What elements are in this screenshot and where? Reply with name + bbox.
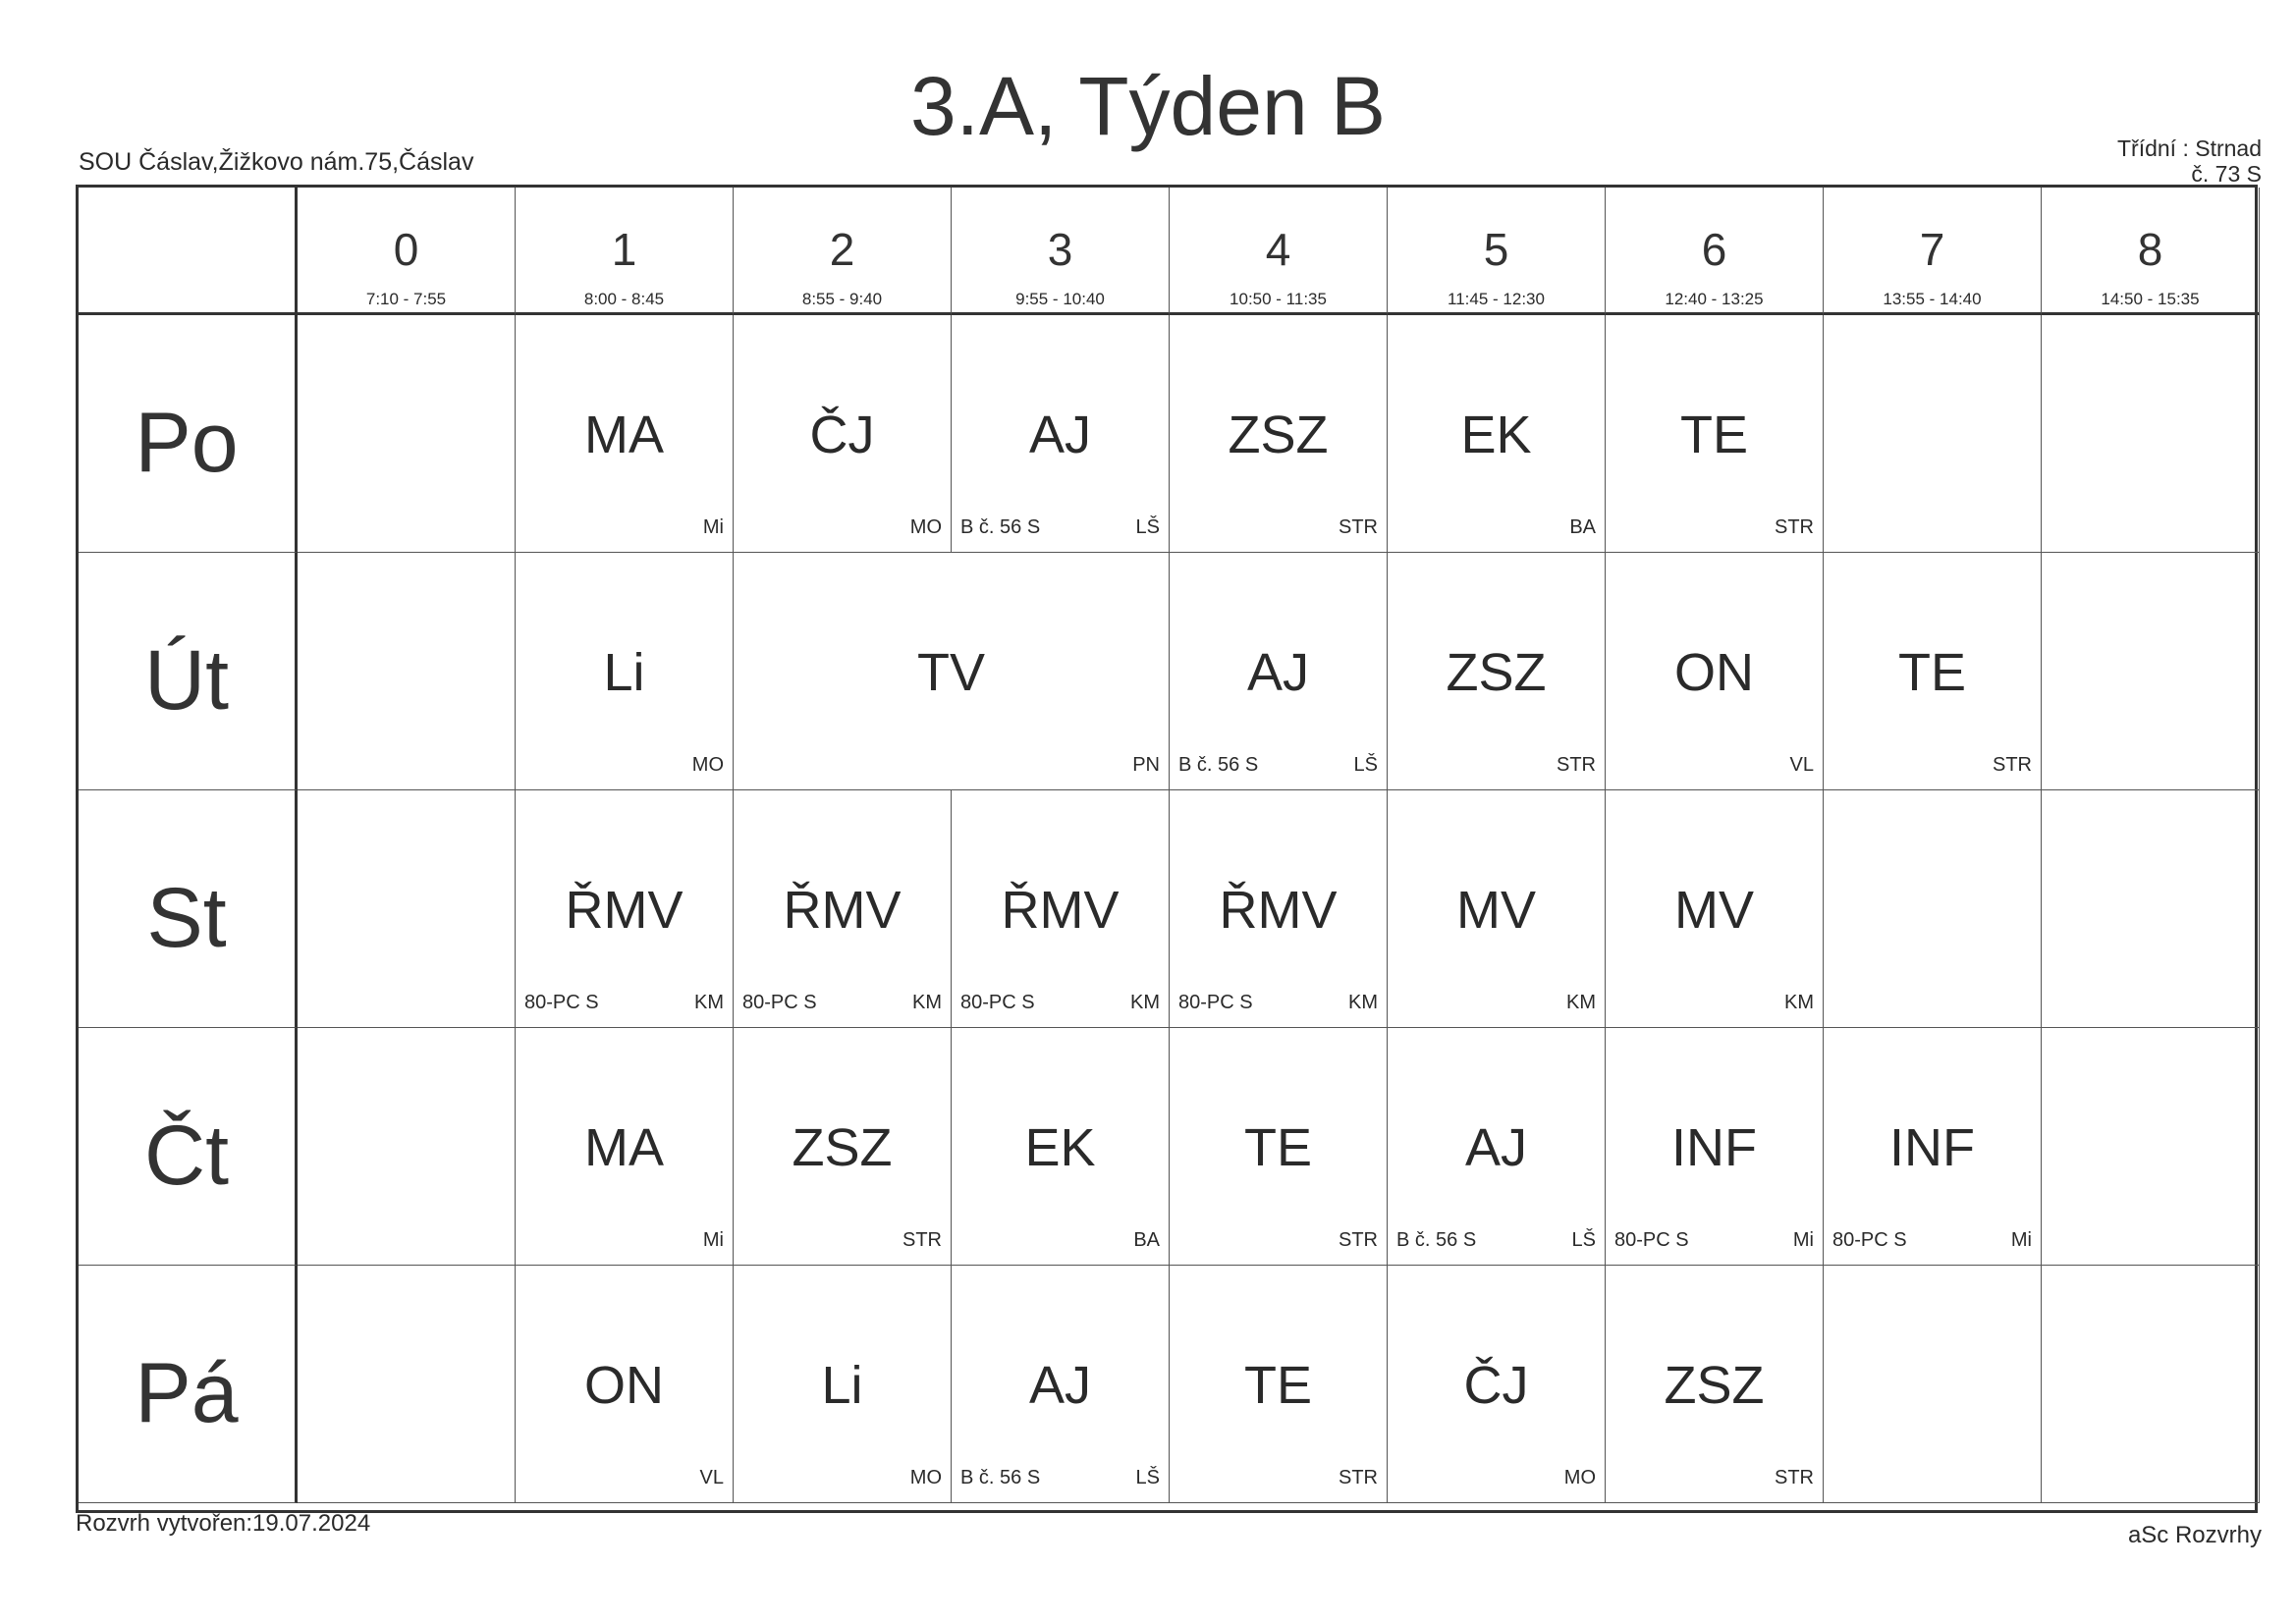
empty-slot [2042, 1266, 2260, 1503]
lesson-subject: TV [916, 643, 985, 702]
empty-slot [2042, 553, 2260, 790]
lesson-cell [1388, 315, 1606, 553]
lesson-subject: AJ [1464, 1118, 1528, 1177]
lesson-subject: TE [1897, 643, 1966, 702]
lesson-teacher: LŠ [1135, 516, 1160, 538]
period-number: 4 [1265, 224, 1291, 275]
lesson-teacher: Mi [2010, 1229, 2032, 1251]
lesson-teacher: STR [1339, 1229, 1378, 1251]
lesson-cell [1170, 790, 1388, 1028]
period-header [1170, 188, 1388, 315]
lesson-teacher: Mi [702, 1229, 724, 1251]
lesson-subject: EK [1460, 406, 1532, 464]
lesson-room: B č. 56 S [960, 1467, 1041, 1488]
period-number: 5 [1483, 224, 1509, 275]
lesson-cell [952, 1028, 1170, 1266]
lesson-teacher: VL [1789, 754, 1814, 776]
lesson-subject: ŘMV [565, 881, 683, 940]
lesson-cell [734, 315, 952, 553]
lesson-cell [1170, 315, 1388, 553]
day-name: St [146, 871, 227, 965]
period-time: 14:50 - 15:35 [2101, 290, 2200, 308]
lesson-room: 80-PC S [1832, 1229, 1907, 1251]
lesson-cell [516, 790, 734, 1028]
period-time: 11:45 - 12:30 [1448, 290, 1545, 308]
lesson-teacher: MO [1563, 1467, 1596, 1488]
lesson-subject: ČJ [1463, 1356, 1529, 1415]
lesson-subject: Li [603, 643, 645, 702]
lesson-subject: MA [584, 406, 664, 464]
empty-slot [2042, 315, 2260, 553]
lesson-subject: TE [1679, 406, 1748, 464]
lesson-room: 80-PC S [1178, 992, 1253, 1013]
lesson-teacher: Mi [702, 516, 724, 538]
lesson-cell [1388, 1266, 1606, 1503]
lesson-subject: ŘMV [1001, 881, 1120, 940]
lesson-teacher: STR [1993, 754, 2032, 776]
lesson-teacher: LŠ [1571, 1229, 1596, 1251]
lesson-subject: AJ [1246, 643, 1310, 702]
lesson-cell [516, 1028, 734, 1266]
lesson-subject: ZSZ [1228, 406, 1329, 464]
period-number: 7 [1919, 224, 1945, 275]
day-header [79, 315, 298, 553]
lesson-subject: ZSZ [1664, 1356, 1765, 1415]
period-number: 3 [1047, 224, 1073, 275]
lesson-cell [952, 315, 1170, 553]
empty-slot [298, 1028, 516, 1266]
lesson-subject: MV [1674, 881, 1754, 940]
lesson-subject: TE [1243, 1118, 1312, 1177]
lesson-cell [734, 1028, 952, 1266]
class-teacher: Třídní : Strnad [2116, 135, 2262, 161]
lesson-cell [516, 1266, 734, 1503]
lesson-subject: AJ [1028, 406, 1092, 464]
school-name: SOU Čáslav,Žižkovo nám.75,Čáslav [79, 148, 474, 176]
period-number: 0 [393, 224, 419, 275]
day-header [79, 553, 298, 790]
lesson-cell [734, 1266, 952, 1503]
lesson-teacher: KM [694, 992, 724, 1013]
lesson-teacher: KM [1348, 992, 1378, 1013]
lesson-cell [1606, 553, 1824, 790]
timetable-title: 3.A, Týden B [909, 60, 1387, 152]
lesson-subject: ŘMV [1219, 881, 1338, 940]
day-header [79, 1028, 298, 1266]
period-header [298, 188, 516, 315]
lesson-cell [1606, 1266, 1824, 1503]
lesson-subject: ON [1674, 643, 1754, 702]
day-header [79, 790, 298, 1028]
period-header [516, 188, 734, 315]
lesson-cell [1606, 315, 1824, 553]
day-name: Po [135, 396, 239, 490]
lesson-cell [516, 553, 734, 790]
period-number: 6 [1701, 224, 1727, 275]
period-header [1388, 188, 1606, 315]
lesson-subject: ČJ [809, 406, 875, 464]
day-name: Pá [135, 1346, 239, 1440]
lesson-teacher: STR [1339, 516, 1378, 538]
lesson-subject: MV [1456, 881, 1536, 940]
empty-slot [1824, 790, 2042, 1028]
period-header [734, 188, 952, 315]
empty-slot [1824, 1266, 2042, 1503]
lesson-subject: Li [821, 1356, 863, 1415]
lesson-room: 80-PC S [524, 992, 599, 1013]
lesson-teacher: LŠ [1135, 1467, 1160, 1488]
lesson-room: B č. 56 S [960, 516, 1041, 538]
period-time: 12:40 - 13:25 [1665, 290, 1764, 308]
timetable-grid [76, 185, 2258, 1513]
period-time: 10:50 - 11:35 [1230, 290, 1327, 308]
software-credit: aSc Rozvrhy [2127, 1522, 2262, 1548]
lesson-cell [1388, 790, 1606, 1028]
lesson-teacher: STR [1775, 1467, 1814, 1488]
empty-slot [298, 790, 516, 1028]
lesson-cell [1824, 1028, 2042, 1266]
lesson-cell [1170, 1266, 1388, 1503]
lesson-teacher: MO [909, 516, 942, 538]
day-name: Čt [144, 1109, 229, 1203]
lesson-cell [516, 315, 734, 553]
lesson-teacher: PN [1132, 754, 1160, 776]
lesson-teacher: VL [699, 1467, 724, 1488]
lesson-teacher: KM [1130, 992, 1160, 1013]
empty-slot [298, 315, 516, 553]
lesson-cell [734, 790, 952, 1028]
lesson-teacher: STR [1339, 1467, 1378, 1488]
lesson-teacher: LŠ [1353, 754, 1378, 776]
lesson-cell [1824, 553, 2042, 790]
empty-slot [2042, 790, 2260, 1028]
period-number: 1 [611, 224, 637, 275]
lesson-cell [734, 553, 1170, 790]
lesson-subject: INF [1889, 1118, 1975, 1177]
lesson-subject: ZSZ [1446, 643, 1547, 702]
home-room: č. 73 S [2191, 161, 2262, 187]
lesson-subject: AJ [1028, 1356, 1092, 1415]
lesson-teacher: MO [909, 1467, 942, 1488]
lesson-cell [1606, 1028, 1824, 1266]
class-info [2117, 135, 2262, 187]
empty-slot [298, 553, 516, 790]
lesson-subject: ZSZ [792, 1118, 893, 1177]
lesson-subject: INF [1671, 1118, 1757, 1177]
lesson-cell [1388, 553, 1606, 790]
lesson-subject: MA [584, 1118, 664, 1177]
lesson-teacher: KM [1784, 992, 1814, 1013]
lesson-cell [1170, 1028, 1388, 1266]
lesson-teacher: KM [912, 992, 942, 1013]
period-number: 8 [2137, 224, 2163, 275]
lesson-teacher: STR [1557, 754, 1596, 776]
period-header [2042, 188, 2260, 315]
period-header [1606, 188, 1824, 315]
lesson-cell [952, 790, 1170, 1028]
lesson-cell [1170, 553, 1388, 790]
empty-slot [298, 1266, 516, 1503]
lesson-teacher: BA [1569, 516, 1596, 538]
lesson-teacher: KM [1566, 992, 1596, 1013]
lesson-room: B č. 56 S [1178, 754, 1259, 776]
corner-cell [79, 188, 298, 315]
day-name: Út [144, 633, 229, 728]
period-number: 2 [829, 224, 855, 275]
lesson-teacher: Mi [1792, 1229, 1814, 1251]
period-time: 8:00 - 8:45 [583, 290, 665, 308]
lesson-teacher: MO [691, 754, 724, 776]
period-time: 7:10 - 7:55 [365, 290, 447, 308]
lesson-room: B č. 56 S [1396, 1229, 1477, 1251]
lesson-subject: ON [584, 1356, 664, 1415]
day-header [79, 1266, 298, 1503]
lesson-subject: EK [1024, 1118, 1096, 1177]
empty-slot [2042, 1028, 2260, 1266]
lesson-teacher: BA [1133, 1229, 1160, 1251]
period-header [952, 188, 1170, 315]
lesson-cell [1388, 1028, 1606, 1266]
lesson-room: 80-PC S [1614, 1229, 1689, 1251]
lesson-room: 80-PC S [742, 992, 817, 1013]
period-time: 13:55 - 14:40 [1883, 290, 1982, 308]
created-date: Rozvrh vytvořen:19.07.2024 [76, 1510, 371, 1537]
lesson-cell [952, 1266, 1170, 1503]
period-time: 8:55 - 9:40 [801, 290, 883, 308]
lesson-subject: TE [1243, 1356, 1312, 1415]
lesson-teacher: STR [1775, 516, 1814, 538]
period-header [1824, 188, 2042, 315]
lesson-subject: ŘMV [783, 881, 902, 940]
lesson-room: 80-PC S [960, 992, 1035, 1013]
lesson-cell [1606, 790, 1824, 1028]
period-time: 9:55 - 10:40 [1015, 290, 1105, 308]
lesson-teacher: STR [902, 1229, 942, 1251]
empty-slot [1824, 315, 2042, 553]
